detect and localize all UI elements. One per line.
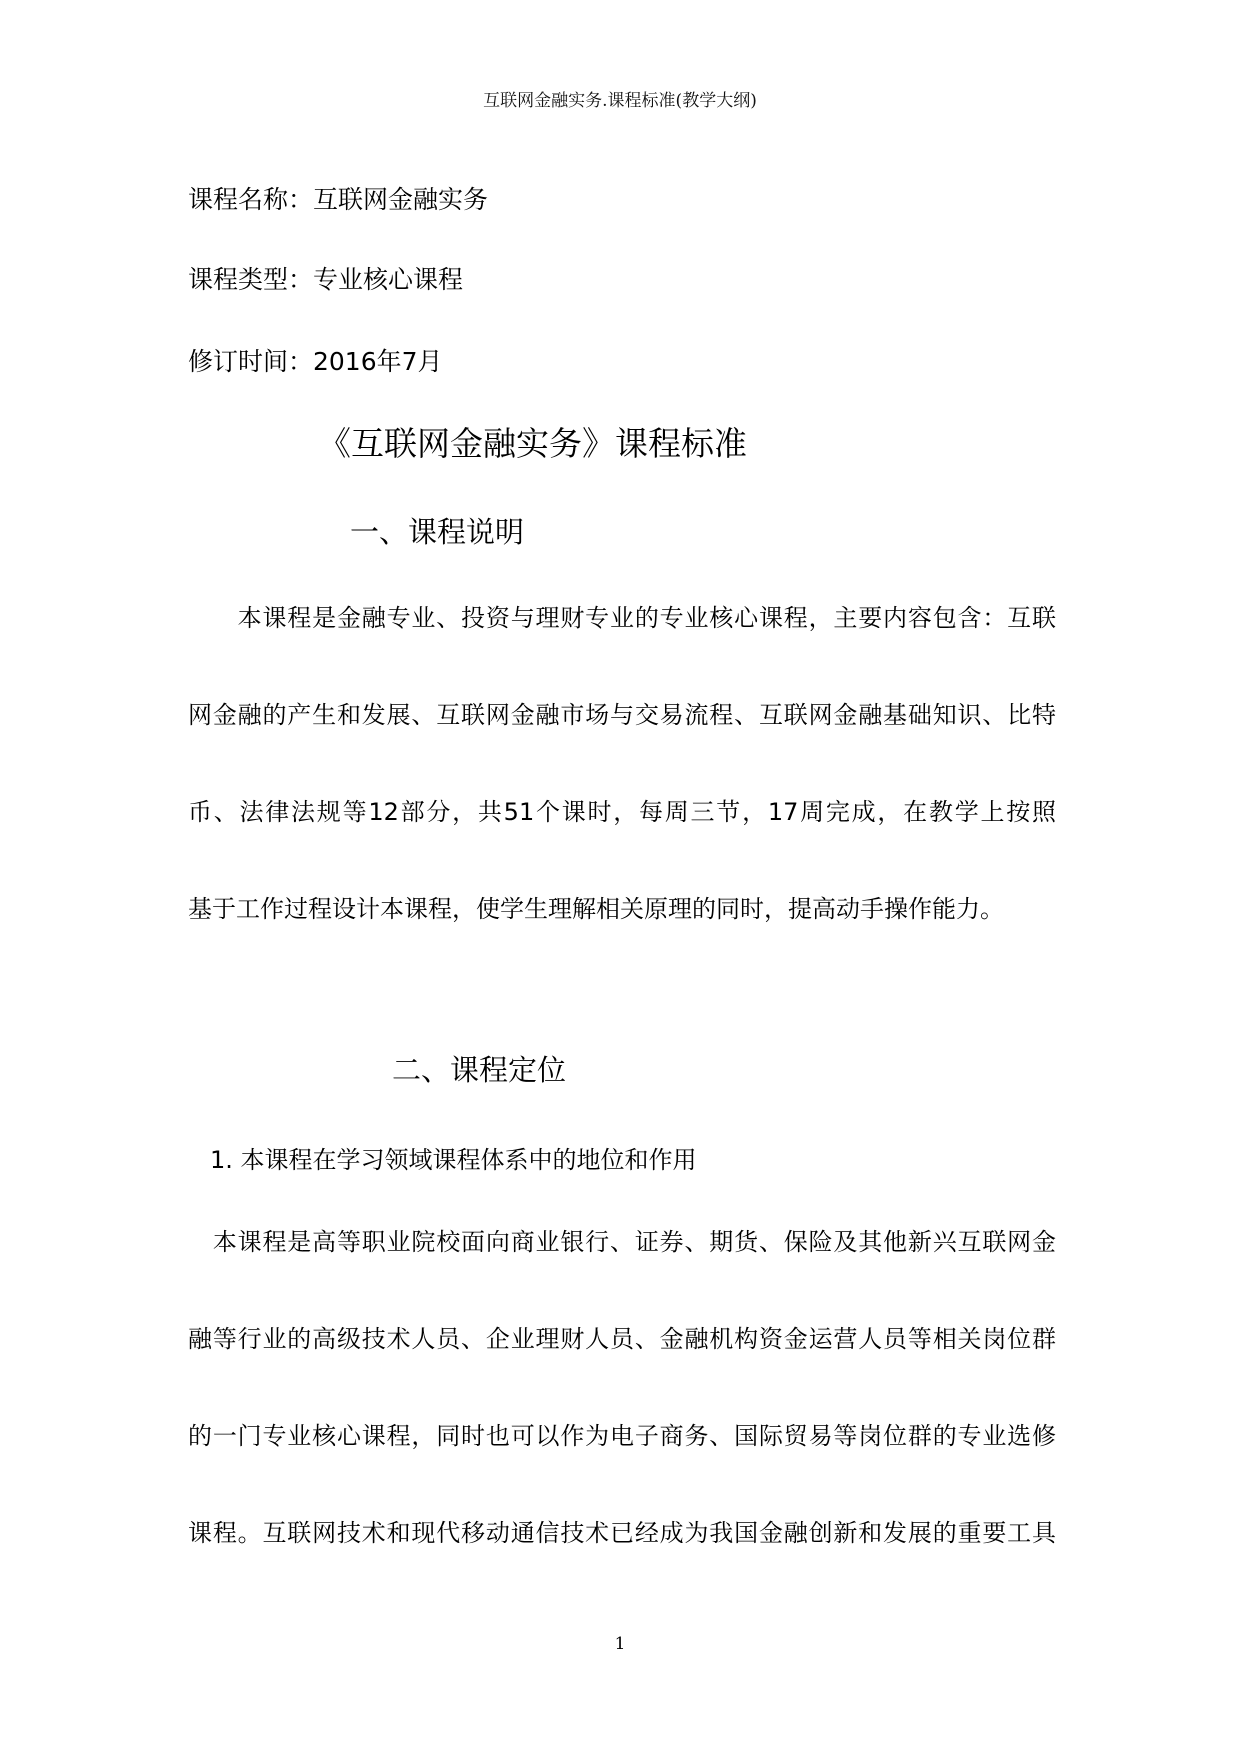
- running-header: 互联网金融实务.课程标准(教学大纲): [483, 91, 757, 111]
- page-number: 1: [614, 1634, 626, 1654]
- document-title: 《互联网金融实务》课程标准: [318, 424, 747, 463]
- paragraph-line: 基于工作过程设计本课程，使学生理解相关原理的同时，提高动手操作能力。: [188, 895, 1004, 923]
- course-type-line: 课程类型：专业核心课程: [188, 265, 464, 294]
- paragraph-line: 融等行业的高级技术人员、企业理财人员、金融机构资金运营人员等相关岗位群: [188, 1325, 1056, 1353]
- revision-date-line: 修订时间：2016年7月: [188, 347, 443, 376]
- paragraph-line: 币、法律法规等12部分，共51个课时，每周三节，17周完成，在教学上按照: [188, 798, 1056, 826]
- paragraph-line: 的一门专业核心课程，同时也可以作为电子商务、国际贸易等岗位群的专业选修: [188, 1422, 1056, 1450]
- subsection-heading: 1. 本课程在学习领域课程体系中的地位和作用: [210, 1146, 697, 1174]
- paragraph-line: 本课程是金融专业、投资与理财专业的专业核心课程，主要内容包含：互联: [188, 604, 1056, 632]
- section-heading-course-description: 一、课程说明: [350, 515, 525, 549]
- course-name-line: 课程名称：互联网金融实务: [188, 185, 489, 214]
- paragraph-line: 本课程是高等职业院校面向商业银行、证券、期货、保险及其他新兴互联网金: [188, 1228, 1056, 1256]
- paragraph-line: 课程。互联网技术和现代移动通信技术已经成为我国金融创新和发展的重要工具: [188, 1519, 1056, 1547]
- paragraph-line: 网金融的产生和发展、互联网金融市场与交易流程、互联网金融基础知识、比特: [188, 701, 1056, 729]
- section-heading-course-positioning: 二、课程定位: [392, 1053, 567, 1087]
